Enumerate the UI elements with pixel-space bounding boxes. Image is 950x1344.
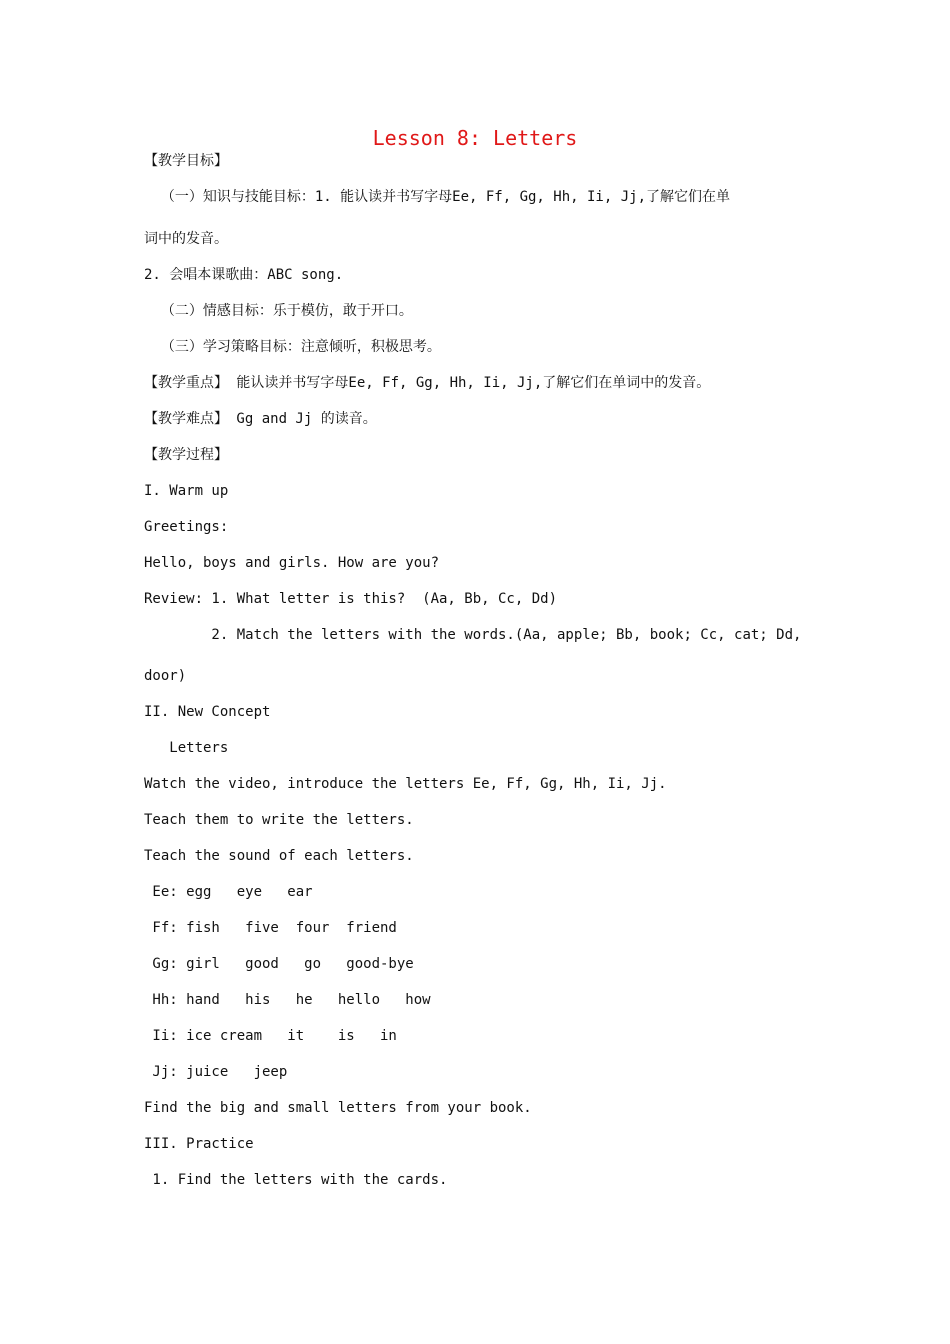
letter-words-gg: Gg: girl good go good-bye <box>144 956 414 972</box>
letter-words-ii: Ii: ice cream it is in <box>144 1028 397 1044</box>
step-watch-video: Watch the video, introduce the letters Ee, Ff, Gg, Hh, Ii, Jj. <box>144 776 667 792</box>
practice-item-1: 1. Find the letters with the cards. <box>144 1172 448 1188</box>
letter-words-ee: Ee: egg eye ear <box>144 884 313 900</box>
objective-song: 2. 会唱本课歌曲：ABC song. <box>144 267 344 283</box>
objective-emotion: （二）情感目标：乐于模仿，敢于开口。 <box>144 303 413 319</box>
objective-knowledge-skills: （一）知识与技能目标：1. 能认读并书写字母Ee, Ff, Gg, Hh, Ii, Jj,了解它们在单 <box>144 189 731 205</box>
heading-teaching-objectives: 【教学目标】 <box>144 153 228 169</box>
heading-teaching-process: 【教学过程】 <box>144 447 228 463</box>
review-item-2: 2. Match the letters with the words.(Aa, apple; Bb, book; Cc, cat; Dd, <box>144 627 802 643</box>
objective-strategy: （三）学习策略目标：注意倾听，积极思考。 <box>144 339 441 355</box>
review-item-2-cont: door) <box>144 668 187 684</box>
step-teach-sound: Teach the sound of each letters. <box>144 848 414 864</box>
letter-words-hh: Hh: hand his he hello how <box>144 992 431 1008</box>
step-find-letters: Find the big and small letters from your book. <box>144 1100 532 1116</box>
lesson-title: Lesson 8: Letters <box>372 126 578 150</box>
section-practice: III. Practice <box>144 1136 254 1152</box>
subheading-letters: Letters <box>144 740 229 756</box>
letter-words-jj: Jj: juice jeep <box>144 1064 288 1080</box>
step-teach-write: Teach them to write the letters. <box>144 812 414 828</box>
teaching-key-points: 【教学重点】 能认读并书写字母Ee, Ff, Gg, Hh, Ii, Jj,了解它们在单词中的发音。 <box>144 375 711 391</box>
greetings-text: Hello, boys and girls. How are you? <box>144 555 440 571</box>
teaching-difficulties: 【教学难点】 Gg and Jj 的读音。 <box>144 411 377 427</box>
letter-words-ff: Ff: fish five four friend <box>144 920 397 936</box>
section-warm-up: I. Warm up <box>144 483 229 499</box>
greetings-label: Greetings: <box>144 519 229 535</box>
review-item-1: Review: 1. What letter is this? (Aa, Bb, Cc, Dd) <box>144 591 558 607</box>
section-new-concept: II. New Concept <box>144 704 271 720</box>
objective-knowledge-skills-cont: 词中的发音。 <box>144 231 228 247</box>
